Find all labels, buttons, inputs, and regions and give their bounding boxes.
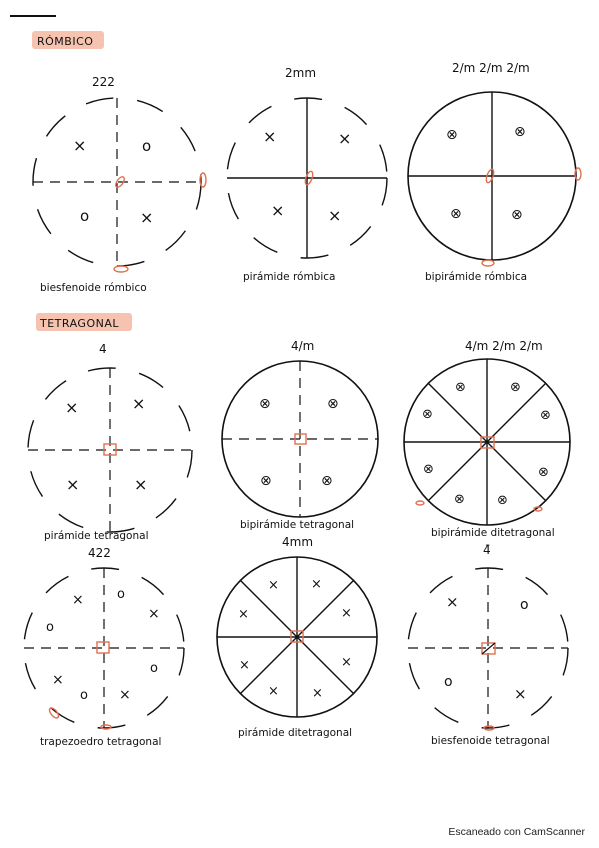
face-cross: ×: [52, 672, 64, 688]
face-circle: o: [142, 137, 152, 155]
face-circle-cross: ⊗: [450, 206, 462, 222]
diagram-title: 4: [99, 342, 107, 356]
face-circle-cross: ⊗: [497, 493, 508, 508]
face-cross: ×: [72, 592, 84, 608]
face-circle-cross: ⊗: [259, 396, 271, 412]
face-circle: o: [80, 207, 90, 225]
face-cross: ×: [268, 684, 279, 699]
face-circle-cross: ⊗: [327, 396, 339, 412]
face-cross: ×: [341, 655, 352, 670]
face-cross: ×: [132, 394, 146, 413]
face-cross: ×: [446, 593, 459, 611]
face-cross: ×: [312, 686, 323, 701]
face-cross: ×: [238, 607, 249, 622]
diagram-caption: trapezoedro tetragonal: [40, 736, 162, 748]
twofold-symbol: [101, 725, 111, 729]
face-cross: ×: [134, 475, 148, 494]
twofold-symbol: [114, 266, 128, 272]
face-circle: o: [520, 597, 529, 613]
diagram-title: 422: [88, 546, 111, 560]
diagram-4mmm: [404, 339, 570, 539]
twofold-symbol: [416, 501, 424, 505]
face-circle-cross: ⊗: [423, 462, 434, 477]
face-circle: o: [150, 661, 158, 676]
diagram-mmm: [408, 61, 581, 283]
face-circle-cross: ⊗: [422, 407, 433, 422]
face-circle-cross: ⊗: [511, 207, 523, 223]
diagram-4: [28, 342, 192, 542]
diagram-title: 222: [92, 75, 115, 89]
face-circle-cross: ⊗: [321, 473, 333, 489]
diagram-2mm: [227, 66, 387, 283]
face-cross: ×: [338, 129, 352, 148]
diagram-caption: pirámide tetragonal: [44, 530, 149, 542]
face-circle-cross: ⊗: [514, 124, 526, 140]
diagram-title: 4mm: [282, 535, 314, 549]
twofold-symbol: [482, 260, 494, 266]
face-circle-cross: ⊗: [540, 408, 551, 423]
diagram-4m: [222, 339, 378, 531]
diagram-4bar: [408, 543, 568, 747]
diagram-title: 4̄: [483, 543, 491, 557]
face-cross: ×: [311, 577, 322, 592]
diagram-caption: pirámide ditetragonal: [238, 727, 353, 739]
face-circle: o: [117, 587, 125, 602]
face-cross: ×: [268, 578, 279, 593]
face-circle-cross: ⊗: [510, 380, 521, 395]
face-circle-cross: ⊗: [455, 380, 466, 395]
face-circle-cross: ⊗: [260, 473, 272, 489]
scanner-watermark: Escaneado con CamScanner: [448, 826, 585, 838]
diagram-caption: bipirámide tetragonal: [240, 519, 355, 531]
diagram-title: 4/m 2/m 2/m: [465, 339, 543, 353]
diagram-caption: bipirámide rómbica: [425, 271, 528, 283]
section-tetragonal-label: TETRAGONAL: [40, 317, 119, 330]
diagram-422: [24, 546, 184, 748]
face-cross: ×: [66, 475, 80, 494]
diagram-caption: pirámide rómbica: [243, 271, 336, 283]
face-cross: ×: [271, 201, 285, 220]
face-circle: o: [444, 674, 453, 690]
face-cross: ×: [239, 658, 250, 673]
section-rombico-header: [32, 31, 104, 49]
face-circle-cross: ⊗: [446, 127, 458, 143]
diagram-title: 2/m 2/m 2/m: [452, 61, 530, 75]
face-cross: ×: [119, 687, 131, 703]
twofold-symbol: [48, 706, 60, 719]
face-cross: ×: [263, 127, 277, 146]
face-cross: ×: [148, 606, 160, 622]
diagram-4mm: [217, 535, 377, 739]
section-tetragonal-header: [36, 313, 132, 331]
face-circle: o: [46, 620, 54, 635]
diagram-title: 2mm: [285, 66, 317, 80]
face-cross: ×: [341, 606, 352, 621]
diagram-caption: bipirámide ditetragonal: [431, 527, 555, 539]
section-rombico-label: RÓMBICO: [37, 35, 94, 48]
face-cross: ×: [328, 206, 342, 225]
diagram-caption: biesfenoide rómbico: [40, 282, 147, 294]
diagram-caption: biesfenoide tetragonal: [431, 735, 550, 747]
face-cross: ×: [514, 685, 527, 703]
face-cross: ×: [65, 398, 79, 417]
face-circle-cross: ⊗: [538, 465, 549, 480]
face-cross: ×: [140, 208, 154, 227]
face-circle-cross: ⊗: [454, 492, 465, 507]
diagram-222: [33, 75, 206, 294]
face-cross: ×: [73, 136, 87, 155]
face-circle: o: [80, 688, 88, 703]
diagram-title: 4/m: [291, 339, 315, 353]
